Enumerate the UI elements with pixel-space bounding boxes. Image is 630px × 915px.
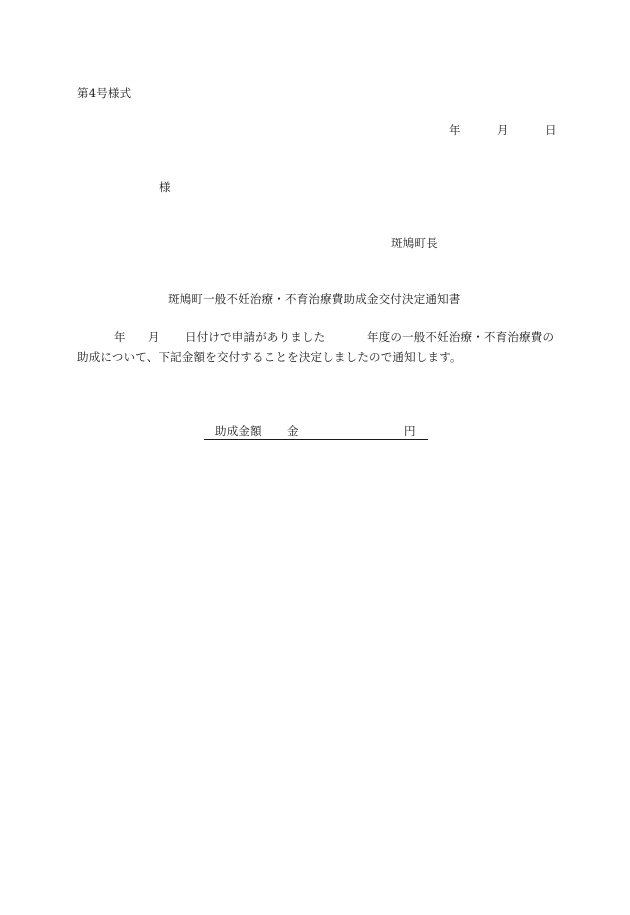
body-fiscal-year-text: 年度の一般不妊治療・不育治療費の [367,330,555,344]
issuer-name: 斑鳩町長 [391,236,438,250]
body-year-label: 年 [114,330,126,344]
body-application-text: 日付けで申請がありました [185,330,326,344]
date-year-label: 年 [449,123,461,137]
body-month-label: 月 [148,330,160,344]
body-line-2: 助成について、下記金額を交付することを決定しましたので通知します。 [77,350,462,364]
amount-line [204,424,428,440]
date-day-label: 日 [545,123,557,137]
amount-prefix: 金 [287,424,299,438]
document-title: 斑鳩町一般不妊治療・不育治療費助成金交付決定通知書 [168,292,461,306]
form-number: 第4号様式 [77,86,132,100]
amount-label: 助成金額 [215,424,262,438]
amount-unit: 円 [404,424,416,438]
addressee-suffix: 様 [159,180,171,194]
date-month-label: 月 [497,123,509,137]
